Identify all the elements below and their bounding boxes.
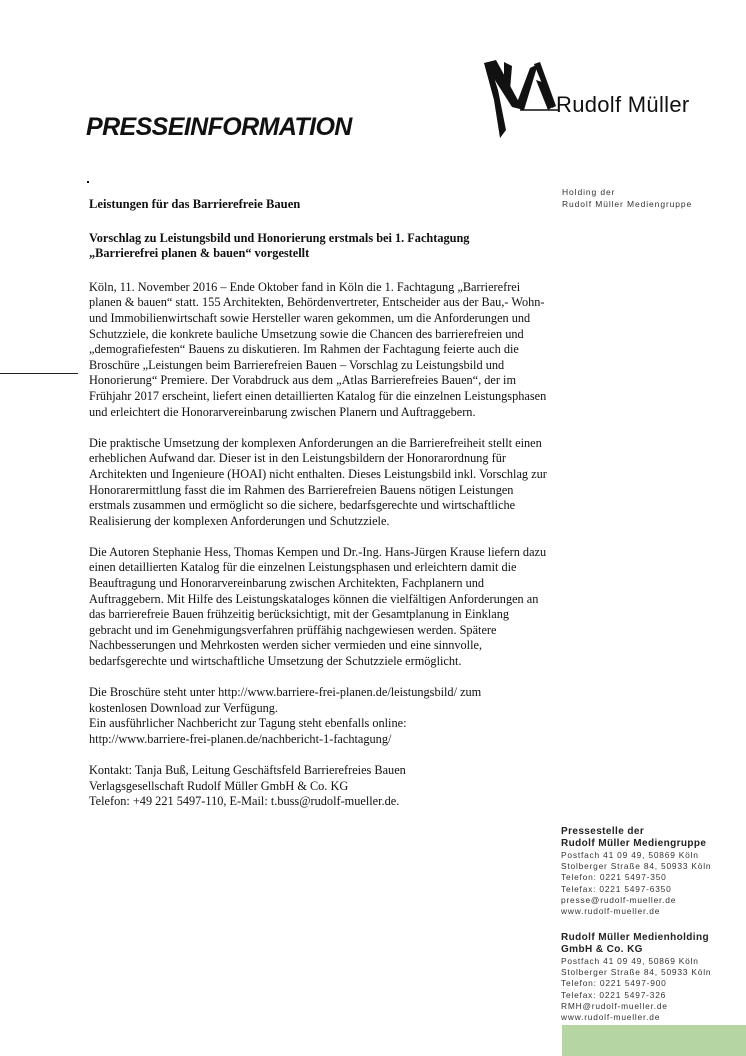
holding-office-block	[561, 932, 711, 1023]
holding-line-2: Rudolf Müller Mediengruppe	[562, 199, 693, 209]
company-logo	[482, 60, 714, 142]
report-link[interactable]: http://www.barriere-frei-planen.de/nachbericht-1-fachtagung/	[89, 732, 392, 746]
page-title: PRESSEINFORMATION	[86, 113, 352, 141]
press-office-email[interactable]: presse@rudolf-mueller.de	[561, 894, 677, 905]
press-office-line: Telefon: 0221 5497-350	[561, 872, 667, 883]
paragraph-implementation: Die praktische Umsetzung der komplexen Anforderungen an die Barrierefreiheit stellt einen erheblichen Aufwand dar. Dieser ist in den Leistungsbildern der Honorarordnung für Architekten und Ingenieure (HOAI) nicht enthalten. Dieses Leistungsbild inkl. Vorschlag zur Honorarermittlung fasst die im Rahmen des Barrierefreien Bauens nötigen Leistungen erstmals zusammen und ermöglicht so die sichere, bedarfsgerechte und wirtschaftliche Realisierung der komplexen Anforderungen und Schutzziele.	[89, 435, 547, 528]
press-office-line: Telefax: 0221 5497-6350	[561, 883, 672, 894]
logo-text: Rudolf Müller	[556, 92, 690, 117]
press-office-heading-2: Rudolf Müller Mediengruppe	[561, 838, 707, 849]
paragraph-authors: Die Autoren Stephanie Hess, Thomas Kempen und Dr.-Ing. Hans-Jürgen Krause liefern dazu einen detaillierten Katalog für die einzelnen Leistungsphasen und erleichtern damit die Beauftragung und Honorarvereinbarung zwischen Architekten, Fachplanern und Auftraggebern. Mit Hilfe des Leistungskataloges können die vielfältigen Anforderungen an das barrierefreie Bauen frühzeitig berücksichtigt, mit der Gesamtplanung in Einklang gebracht und im Genehmigungsverfahren prüffähig nachgewiesen werden. Spätere Nachbesserungen und Mehrkosten werden sicher vermieden und eine sinnvolle, bedarfsgerechte und wirtschaftliche Umsetzung der Schutzziele ermöglicht.	[89, 544, 547, 669]
holding-line-1: Holding der	[562, 187, 616, 197]
article-body	[89, 197, 547, 810]
subheadline-line-2: „Barrierefrei planen & bauen“ vorgestellt	[89, 246, 310, 261]
article-subheadline	[89, 231, 547, 262]
holding-note	[562, 186, 692, 210]
rudolf-mueller-logo-mark-icon	[482, 60, 558, 142]
holding-office-email[interactable]: RMH@rudolf-mueller.de	[561, 1000, 668, 1011]
holding-office-line: Postfach 41 09 49, 50869 Köln	[561, 956, 699, 966]
download-line-2: kostenlosen Download zur Verfügung.	[89, 700, 278, 715]
contact-info	[89, 763, 547, 810]
download-line-1: Die Broschüre steht unter http://www.barriere-frei-planen.de/leistungsbild/ zum	[89, 685, 482, 700]
subheadline-line-1: Vorschlag zu Leistungsbild und Honorierung erstmals bei 1. Fachtagung	[89, 230, 470, 245]
paragraph-intro: Köln, 11. November 2016 – Ende Oktober fand in Köln die 1. Fachtagung „Barrierefrei planen & bauen“ statt. 155 Architekten, Behördenvertreter, Entscheider aus der Bau,- Wohn- und Immobilienwirtschaft sowie Hersteller waren gekommen, um die Anforderungen und Schutzziele, die konkrete bauliche Umsetzung sowie die Chancen des barrierefreien und „demografiefesten“ Bauens zu diskutieren. Im Rahmen der Fachtagung feierte auch die Broschüre „Leistungen beim Barrierefreien Bauen – Vorschlag zu Leistungsbild und Honorierung“ Premiere. Der Vorabdruck aus dem „Atlas Barrierefreies Bauen“, der im Frühjahr 2017 erscheint, liefert einen detaillierten Katalog für die einzelnen Leistungsphasen und erleichtert die Honorarvereinbarung zwischen Planern und Auftraggebern.	[89, 279, 547, 419]
holding-office-line: Telefax: 0221 5497-326	[561, 989, 667, 1000]
fold-mark	[0, 373, 78, 374]
holding-office-line: Stolberger Straße 84, 50933 Köln	[561, 967, 712, 978]
article-headline: Leistungen für das Barrierefreie Bauen	[89, 197, 301, 211]
contact-line-3: Telefon: +49 221 5497-110, E-Mail: t.buss@rudolf-mueller.de.	[89, 794, 400, 809]
press-office-line: Stolberger Straße 84, 50933 Köln	[561, 861, 712, 872]
press-office-block	[561, 826, 711, 917]
press-office-heading-1: Pressestelle der	[561, 826, 645, 837]
download-info	[89, 685, 547, 747]
holding-office-website[interactable]: www.rudolf-mueller.de	[561, 1012, 661, 1023]
holding-office-heading-2: GmbH & Co. KG	[561, 944, 643, 955]
holding-office-heading-1: Rudolf Müller Medienholding	[561, 932, 710, 943]
green-accent-block	[562, 1025, 746, 1056]
contact-line-2: Verlagsgesellschaft Rudolf Müller GmbH & Co. KG	[89, 778, 349, 793]
press-office-website[interactable]: www.rudolf-mueller.de	[561, 906, 661, 917]
press-office-line: Postfach 41 09 49, 50869 Köln	[561, 850, 699, 860]
holding-office-line: Telefon: 0221 5497-900	[561, 978, 667, 989]
bullet-dot	[87, 181, 89, 183]
contact-line-1: Kontakt: Tanja Buß, Leitung Geschäftsfeld Barrierefreies Bauen	[89, 763, 406, 778]
report-line-1: Ein ausführlicher Nachbericht zur Tagung steht ebenfalls online:	[89, 716, 407, 731]
